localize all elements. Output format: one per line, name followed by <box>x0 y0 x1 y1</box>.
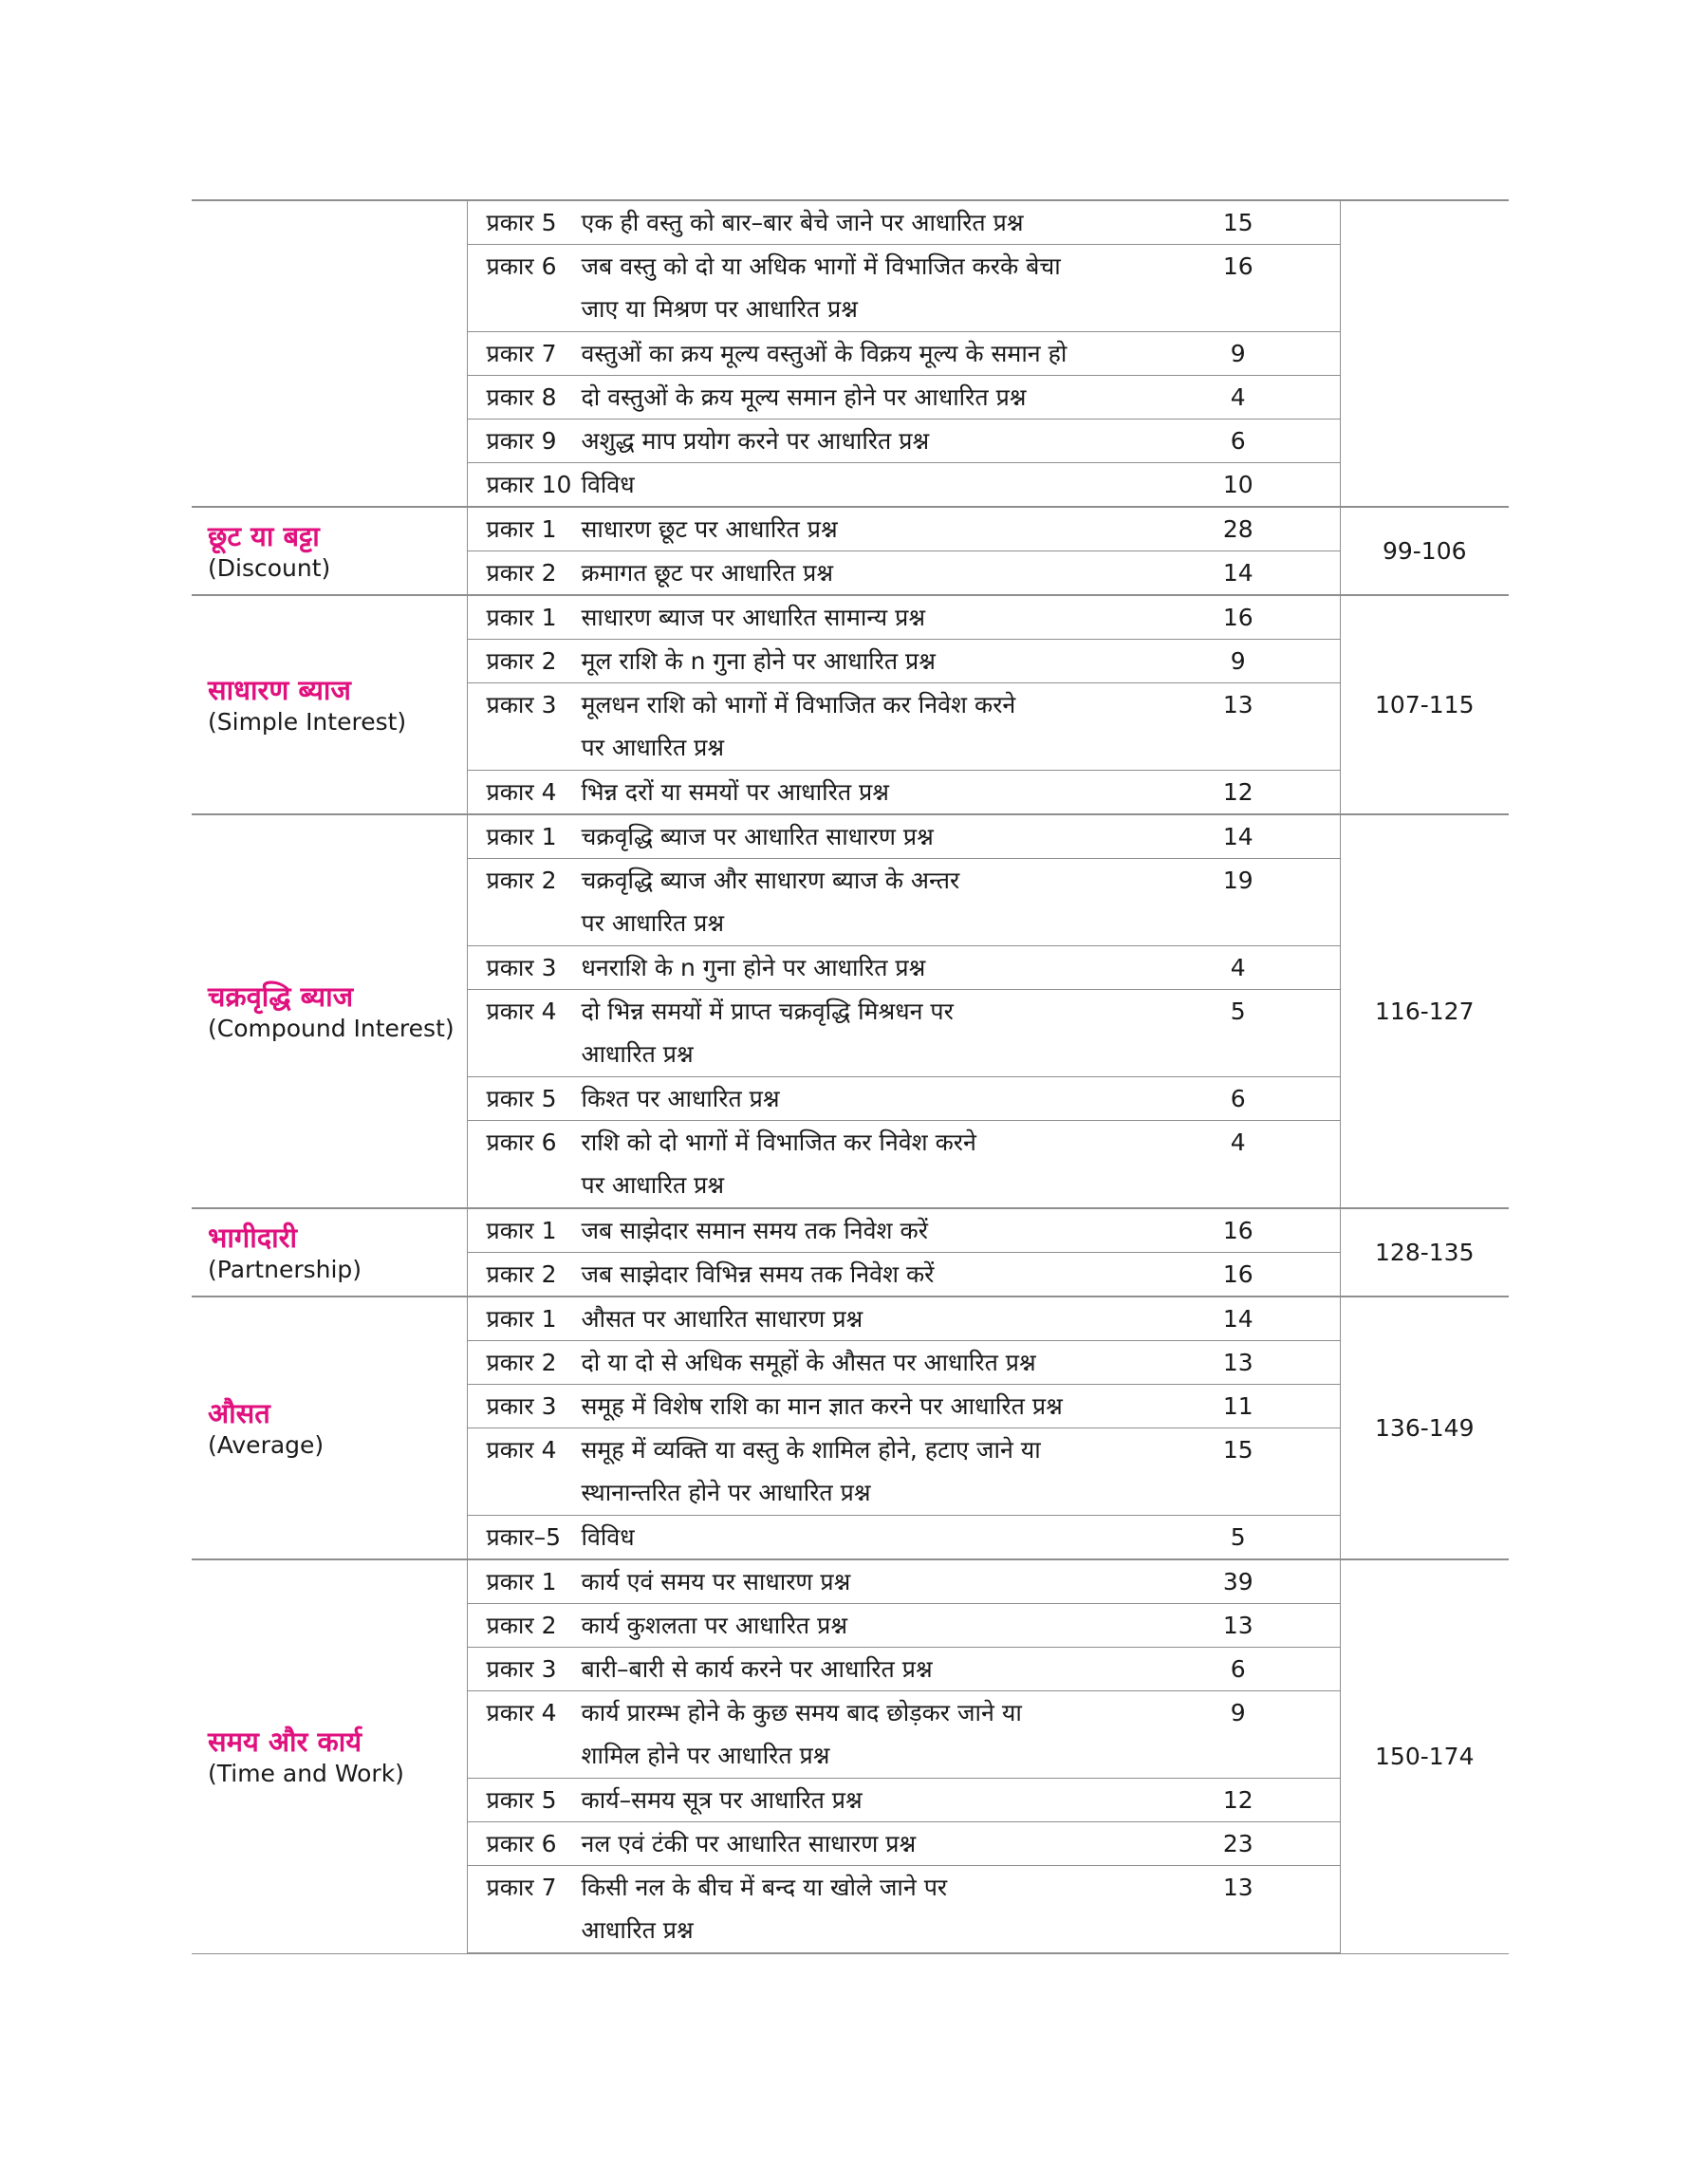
topic-row <box>192 1208 1509 1253</box>
page-range <box>1340 200 1509 507</box>
type-description: किश्त पर आधारित प्रश्न <box>581 1085 780 1112</box>
page-range: 128-135 <box>1340 1208 1509 1297</box>
question-count: 9 <box>1137 640 1340 683</box>
type-description-continued: पर आधारित प्रश्न <box>581 734 725 761</box>
type-line <box>468 683 1138 726</box>
question-count: 10 <box>1137 463 1340 508</box>
type-line <box>468 640 1138 682</box>
type-line <box>468 332 1138 375</box>
type-cell <box>467 1648 1137 1691</box>
type-description: दो भिन्न समयों में प्राप्त चक्रवृद्धि मिश्रधन पर <box>581 998 954 1025</box>
type-line <box>468 1822 1138 1865</box>
type-description: जब साझेदार विभिन्न समय तक निवेश करें <box>581 1260 935 1288</box>
type-cell <box>467 1691 1137 1779</box>
type-line <box>468 946 1138 989</box>
type-line <box>468 1253 1138 1296</box>
question-count: 16 <box>1137 595 1340 640</box>
chapter-title-hindi: समय और कार्य <box>208 1725 362 1758</box>
chapter-title-english: (Discount) <box>208 553 331 582</box>
question-count: 16 <box>1137 1208 1340 1253</box>
question-count: 5 <box>1137 1516 1340 1560</box>
type-cell <box>467 1253 1137 1297</box>
type-line <box>468 1077 1138 1120</box>
type-description: बारी–बारी से कार्य करने पर आधारित प्रश्न <box>581 1655 933 1683</box>
question-count: 4 <box>1137 946 1340 990</box>
chapter-title-hindi: भागीदारी <box>208 1221 298 1254</box>
type-description-continued: पर आधारित प्रश्न <box>581 909 725 937</box>
type-description: एक ही वस्तु को बार–बार बेचे जाने पर आधारित प्रश्न <box>581 209 1024 236</box>
type-line <box>468 420 1138 462</box>
type-line <box>468 859 1138 902</box>
question-count: 6 <box>1137 1077 1340 1121</box>
page-range: 99-106 <box>1340 507 1509 595</box>
type-cell <box>467 1121 1137 1209</box>
type-line <box>468 990 1138 1033</box>
type-description: नल एवं टंकी पर आधारित साधारण प्रश्न <box>581 1830 917 1857</box>
page-range: 150-174 <box>1340 1559 1509 1953</box>
contents-table <box>192 199 1509 1954</box>
page-range: 107-115 <box>1340 595 1509 814</box>
type-description: साधारण छूट पर आधारित प्रश्न <box>581 515 838 543</box>
chapter-cell <box>192 595 467 814</box>
type-description: क्रमागत छूट पर आधारित प्रश्न <box>581 559 834 587</box>
question-count: 6 <box>1137 1648 1340 1691</box>
type-cell <box>467 551 1137 596</box>
type-cell <box>467 1208 1137 1253</box>
type-description: दो वस्तुओं के क्रय मूल्य समान होने पर आधारित प्रश्न <box>581 383 1027 411</box>
chapter-title-hindi: चक्रवृद्धि ब्याज <box>208 980 354 1013</box>
type-description: मूलधन राशि को भागों में विभाजित कर निवेश करने <box>581 691 1016 718</box>
chapter-title-hindi: छूट या बट्टा <box>208 519 320 552</box>
type-line <box>468 1385 1138 1427</box>
type-description: किसी नल के बीच में बन्द या खोले जाने पर <box>581 1874 948 1901</box>
type-label: प्रकार 1 <box>486 823 557 850</box>
type-cell <box>467 595 1137 640</box>
type-line <box>468 1121 1138 1164</box>
chapter-cell <box>192 814 467 1208</box>
question-count: 12 <box>1137 771 1340 815</box>
type-label: प्रकार 3 <box>486 691 557 718</box>
type-description: कार्य प्रारम्भ होने के कुछ समय बाद छोड़कर जाने या <box>581 1699 1022 1726</box>
type-label: प्रकार 6 <box>486 1129 557 1156</box>
chapter-cell <box>192 507 467 595</box>
type-label: प्रकार 4 <box>486 1436 557 1464</box>
type-cell <box>467 1604 1137 1648</box>
question-count: 14 <box>1137 1297 1340 1341</box>
type-line <box>468 1209 1138 1252</box>
type-description: कार्य एवं समय पर साधारण प्रश्न <box>581 1568 851 1595</box>
type-cell <box>467 1866 1137 1954</box>
type-cell <box>467 1779 1137 1822</box>
type-label: प्रकार 2 <box>486 1260 557 1288</box>
type-cell <box>467 771 1137 815</box>
type-description-continued: आधारित प्रश्न <box>581 1040 694 1068</box>
type-label: प्रकार 6 <box>486 1830 557 1857</box>
type-description: विविध <box>581 471 635 498</box>
type-label: प्रकार–5 <box>486 1523 562 1551</box>
type-description: समूह में व्यक्ति या वस्तु के शामिल होने, हटाए जाने या <box>581 1436 1041 1464</box>
type-label: प्रकार 1 <box>486 1305 557 1333</box>
contents-table-body <box>192 200 1509 1953</box>
type-line <box>468 1560 1138 1603</box>
type-label: प्रकार 5 <box>486 1085 557 1112</box>
type-cell <box>467 1077 1137 1121</box>
type-cell <box>467 200 1137 245</box>
type-line <box>468 1297 1138 1340</box>
type-description: समूह में विशेष राशि का मान ज्ञात करने पर आधारित प्रश्न <box>581 1392 1063 1420</box>
type-label: प्रकार 8 <box>486 383 557 411</box>
type-description-continued: आधारित प्रश्न <box>581 1916 694 1944</box>
chapter-title-english: (Average) <box>208 1430 325 1459</box>
type-label: प्रकार 3 <box>486 1392 557 1420</box>
type-cell <box>467 640 1137 683</box>
question-count: 14 <box>1137 551 1340 596</box>
question-count: 14 <box>1137 814 1340 859</box>
type-label: प्रकार 7 <box>486 1874 557 1901</box>
question-count: 23 <box>1137 1822 1340 1866</box>
type-line <box>468 1604 1138 1647</box>
chapter-cell <box>192 1559 467 1953</box>
type-label: प्रकार 1 <box>486 1568 557 1595</box>
type-cell <box>467 1822 1137 1866</box>
type-line <box>468 1691 1138 1734</box>
type-label: प्रकार 1 <box>486 1217 557 1244</box>
type-description: औसत पर आधारित साधारण प्रश्न <box>581 1305 863 1333</box>
type-description: अशुद्ध माप प्रयोग करने पर आधारित प्रश्न <box>581 427 930 455</box>
type-label: प्रकार 4 <box>486 778 557 806</box>
topic-row <box>192 200 1509 245</box>
type-description: जब वस्तु को दो या अधिक भागों में विभाजित करके बेचा <box>581 252 1061 280</box>
chapter-cell <box>192 1208 467 1297</box>
type-cell <box>467 990 1137 1077</box>
page-range: 116-127 <box>1340 814 1509 1208</box>
question-count: 19 <box>1137 859 1340 946</box>
chapter-title-hindi: औसत <box>208 1396 270 1429</box>
type-label: प्रकार 10 <box>486 471 572 498</box>
chapter-cell <box>192 200 467 507</box>
type-cell <box>467 245 1137 332</box>
topic-row <box>192 814 1509 859</box>
question-count: 15 <box>1137 200 1340 245</box>
question-count: 39 <box>1137 1559 1340 1604</box>
type-cell <box>467 463 1137 508</box>
topic-row <box>192 507 1509 551</box>
type-description: जब साझेदार समान समय तक निवेश करें <box>581 1217 928 1244</box>
type-description-continued: जाए या मिश्रण पर आधारित प्रश्न <box>581 295 858 323</box>
type-cell <box>467 1341 1137 1385</box>
type-cell <box>467 859 1137 946</box>
type-label: प्रकार 2 <box>486 559 557 587</box>
question-count: 4 <box>1137 1121 1340 1209</box>
question-count: 12 <box>1137 1779 1340 1822</box>
type-cell <box>467 946 1137 990</box>
question-count: 28 <box>1137 507 1340 551</box>
question-count: 16 <box>1137 245 1340 332</box>
chapter-cell <box>192 1297 467 1559</box>
type-cell <box>467 814 1137 859</box>
type-description: दो या दो से अधिक समूहों के औसत पर आधारित प्रश्न <box>581 1349 1036 1376</box>
type-cell <box>467 1297 1137 1341</box>
type-line <box>468 1648 1138 1690</box>
type-description: कार्य–समय सूत्र पर आधारित प्रश्न <box>581 1786 863 1814</box>
type-cell <box>467 1516 1137 1560</box>
type-label: प्रकार 1 <box>486 515 557 543</box>
type-line <box>468 1516 1138 1558</box>
type-cell <box>467 1559 1137 1604</box>
topic-row <box>192 1297 1509 1341</box>
type-cell <box>467 1428 1137 1516</box>
chapter-title-english: (Simple Interest) <box>208 707 407 736</box>
chapter-title-hindi: साधारण ब्याज <box>208 673 351 706</box>
type-label: प्रकार 6 <box>486 252 557 280</box>
type-cell <box>467 420 1137 463</box>
type-description: वस्तुओं का क्रय मूल्य वस्तुओं के विक्रय मूल्य के समान हो <box>581 340 1068 367</box>
type-label: प्रकार 3 <box>486 1655 557 1683</box>
type-label: प्रकार 1 <box>486 604 557 631</box>
question-count: 6 <box>1137 420 1340 463</box>
type-label: प्रकार 2 <box>486 1349 557 1376</box>
question-count: 13 <box>1137 1604 1340 1648</box>
topic-row <box>192 1559 1509 1604</box>
question-count: 9 <box>1137 1691 1340 1779</box>
type-label: प्रकार 4 <box>486 1699 557 1726</box>
type-label: प्रकार 2 <box>486 1612 557 1639</box>
type-cell <box>467 1385 1137 1428</box>
type-line <box>468 771 1138 813</box>
question-count: 15 <box>1137 1428 1340 1516</box>
question-count: 5 <box>1137 990 1340 1077</box>
type-line <box>468 1779 1138 1821</box>
type-label: प्रकार 7 <box>486 340 557 367</box>
type-cell <box>467 332 1137 376</box>
type-label: प्रकार 2 <box>486 867 557 894</box>
topic-row <box>192 595 1509 640</box>
type-line <box>468 463 1138 506</box>
type-line <box>468 815 1138 858</box>
type-cell <box>467 376 1137 420</box>
type-cell <box>467 507 1137 551</box>
type-line <box>468 1341 1138 1384</box>
question-count: 4 <box>1137 376 1340 420</box>
type-description-continued: शामिल होने पर आधारित प्रश्न <box>581 1742 830 1769</box>
type-label: प्रकार 9 <box>486 427 557 455</box>
type-line <box>468 201 1138 244</box>
type-description: चक्रवृद्धि ब्याज और साधारण ब्याज के अन्तर <box>581 867 960 894</box>
type-description: भिन्न दरों या समयों पर आधारित प्रश्न <box>581 778 889 806</box>
question-count: 13 <box>1137 683 1340 771</box>
type-label: प्रकार 5 <box>486 209 557 236</box>
type-label: प्रकार 5 <box>486 1786 557 1814</box>
type-line <box>468 508 1138 550</box>
question-count: 9 <box>1137 332 1340 376</box>
chapter-title-english: (Partnership) <box>208 1255 362 1283</box>
question-count: 11 <box>1137 1385 1340 1428</box>
type-line <box>468 1428 1138 1471</box>
question-count: 13 <box>1137 1866 1340 1954</box>
type-label: प्रकार 4 <box>486 998 557 1025</box>
chapter-title-english: (Compound Interest) <box>208 1014 455 1042</box>
type-line <box>468 245 1138 288</box>
type-label: प्रकार 3 <box>486 954 557 981</box>
type-cell <box>467 683 1137 771</box>
type-line <box>468 596 1138 639</box>
type-description-continued: पर आधारित प्रश्न <box>581 1171 725 1199</box>
type-description-continued: स्थानान्तरित होने पर आधारित प्रश्न <box>581 1479 871 1506</box>
type-description: धनराशि के n गुना होने पर आधारित प्रश्न <box>581 954 926 981</box>
type-description: साधारण ब्याज पर आधारित सामान्य प्रश्न <box>581 604 926 631</box>
page-range: 136-149 <box>1340 1297 1509 1559</box>
type-line <box>468 376 1138 419</box>
type-label: प्रकार 2 <box>486 647 557 675</box>
type-line <box>468 1866 1138 1909</box>
type-description: कार्य कुशलता पर आधारित प्रश्न <box>581 1612 848 1639</box>
chapter-title-english: (Time and Work) <box>208 1759 404 1787</box>
type-line <box>468 551 1138 594</box>
type-description: विविध <box>581 1523 635 1551</box>
type-description: चक्रवृद्धि ब्याज पर आधारित साधारण प्रश्न <box>581 823 934 850</box>
type-description: मूल राशि के n गुना होने पर आधारित प्रश्न <box>581 647 936 675</box>
question-count: 13 <box>1137 1341 1340 1385</box>
question-count: 16 <box>1137 1253 1340 1297</box>
type-description: राशि को दो भागों में विभाजित कर निवेश करने <box>581 1129 976 1156</box>
